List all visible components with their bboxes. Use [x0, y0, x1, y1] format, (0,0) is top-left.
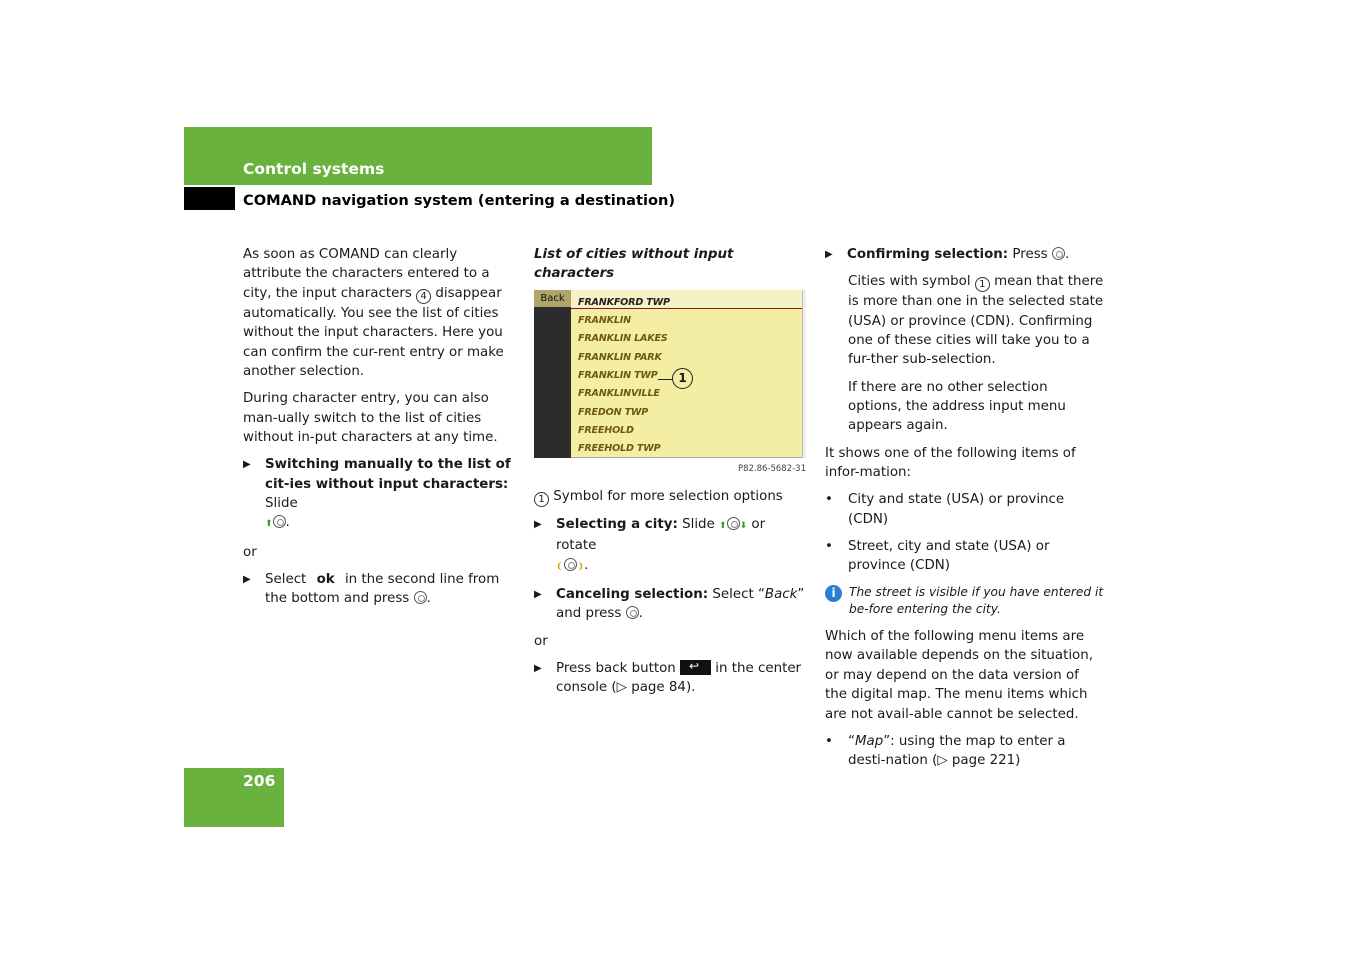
or-text: or	[534, 633, 548, 649]
press-knob-icon	[414, 591, 427, 604]
column-middle	[534, 245, 806, 705]
text: disappear automatically. You see the list of cities without the input characters. Here you can confirm the cur-rent entry or make another selection.	[243, 285, 504, 380]
screen-scrollbar	[802, 290, 806, 458]
list-item	[825, 732, 1105, 771]
paragraph	[243, 245, 518, 381]
paragraph: If there are no other selection options, the address input menu appears again.	[848, 379, 1066, 434]
city-item: FRANKFORD TWP	[578, 296, 670, 308]
number-circle-icon: 1	[975, 277, 990, 292]
rotate-right-icon: ❩	[576, 561, 585, 572]
step-arrow-icon: ▶	[243, 573, 251, 585]
instruction-step: ▶ Switching manually to the list of cit-ies without input characters: Slide ⬆ .	[243, 457, 511, 531]
instruction-step: ▶ Confirming selection: Press .	[825, 245, 1105, 264]
step-label: Selecting a city:	[556, 517, 678, 533]
step-arrow-icon: ▶	[534, 519, 542, 531]
city-item: FREEHOLD	[578, 424, 634, 436]
text: “	[848, 733, 855, 749]
legend	[534, 487, 806, 507]
text: mean that there is more than one in the selected state (USA) or province (CDN). Confirming one of these cities will take you to a fur-ther sub-selection.	[848, 274, 1104, 368]
step-arrow-icon: ▶	[534, 662, 542, 674]
image-code: P82.86-5682-31	[737, 463, 806, 474]
text: Press	[1012, 247, 1048, 262]
press-knob-icon	[1052, 247, 1065, 260]
step-arrow-icon: ▶	[243, 459, 251, 471]
city-item: FRANKLIN PARK	[578, 351, 662, 363]
step-label: Confirming selection:	[847, 247, 1009, 262]
city-item: FREEHOLD TWP	[578, 442, 661, 454]
page-number: 206	[243, 772, 276, 790]
text: or rotate	[556, 517, 766, 554]
screen-back-label: Back	[534, 290, 571, 307]
text: Slide	[265, 496, 298, 512]
screen-image	[534, 290, 806, 458]
text: Cities with symbol	[848, 274, 971, 290]
text: City and state (USA) or province (CDN)	[848, 492, 1065, 527]
back-button-icon	[680, 660, 711, 675]
rotate-left-icon: ❨	[556, 561, 564, 572]
text: Press back button	[556, 660, 676, 676]
bullet-icon: •	[825, 492, 833, 508]
slide-up-icon: ⬆	[719, 521, 727, 532]
text: in the center console (▷ page 84).	[556, 660, 802, 696]
slide-down-icon: ⬇	[739, 521, 748, 532]
subsection-title: COMAND navigation system (entering a destination)	[243, 192, 676, 209]
bullet-icon: •	[825, 733, 833, 749]
city-item: FRANKLIN	[578, 314, 631, 326]
paragraph	[825, 272, 1105, 370]
number-circle-icon: 1	[534, 492, 549, 507]
text: As soon as COMAND can clearly attribute the characters entered to a city, the input characters	[243, 247, 490, 301]
instruction-step: ▶ Canceling selection: Select “Back” and press .	[534, 587, 805, 622]
figure-caption: List of cities without input characters	[534, 247, 734, 282]
text: Street, city and state (USA) or province (CDN)	[848, 539, 1050, 574]
slide-up-icon: ⬆	[265, 519, 273, 530]
list-item	[825, 537, 1105, 576]
text: Slide	[682, 517, 715, 533]
step-arrow-icon: ▶	[534, 589, 542, 601]
column-left	[243, 245, 518, 616]
text: Select “	[712, 587, 765, 603]
instruction-step: ▶ Selecting a city: Slide ⬆ ⬇ or rotate ❨ ❩.	[534, 517, 766, 573]
or-text: or	[243, 544, 257, 560]
city-item: FRANKLIN LAKES	[578, 332, 668, 344]
city-item: FRANKLINVILLE	[578, 387, 660, 399]
city-item: FREDON TWP	[578, 406, 649, 418]
controller-knob-icon	[273, 515, 286, 528]
step-arrow-icon: ▶	[825, 249, 833, 260]
city-item: FRANKLIN TWP	[578, 369, 658, 381]
text: Symbol for more selection options	[553, 489, 783, 505]
step-label: Switching manually to the list of cit-ies without input characters:	[265, 457, 511, 492]
info-note	[825, 584, 1105, 619]
text: ”: using the map to enter a desti-nation (▷ page 221)	[848, 733, 1066, 769]
text: The street is visible if you have entered it be-fore entering the city.	[849, 584, 1104, 617]
step-label: Canceling selection:	[556, 587, 709, 603]
screen-sidebar	[534, 290, 571, 458]
back-term: Back	[764, 587, 798, 603]
paragraph: Which of the following menu items are now available depends on the situation, or may depend on the data version of the digital map. The menu items which are not avail-able cannot be selected.	[825, 628, 1093, 722]
section-title: Control systems	[243, 160, 385, 178]
ok-symbol: ok	[316, 571, 335, 587]
text: Select	[265, 571, 307, 587]
controller-knob-icon	[564, 558, 577, 571]
instruction-step	[534, 659, 806, 698]
instruction-step: ▶ Select ok in the second line from the bottom and press .	[243, 571, 500, 607]
callout-line	[658, 379, 672, 380]
paragraph: It shows one of the following items of infor-mation:	[825, 445, 1076, 481]
column-right	[825, 245, 1105, 779]
callout-number: 1	[672, 368, 693, 389]
header-marker	[184, 187, 235, 210]
text: ” and press	[556, 587, 805, 622]
number-circle-icon: 4	[416, 289, 431, 304]
map-term: Map	[854, 733, 884, 749]
bullet-icon: •	[825, 539, 833, 555]
paragraph: During character entry, you can also man-ually switch to the list of cities without in-put characters at any time.	[243, 391, 498, 446]
info-icon: i	[825, 585, 842, 602]
list-item	[825, 490, 1105, 529]
press-knob-icon	[626, 606, 639, 619]
text: in the second line from the bottom and press	[265, 571, 500, 607]
controller-knob-icon	[727, 517, 740, 530]
